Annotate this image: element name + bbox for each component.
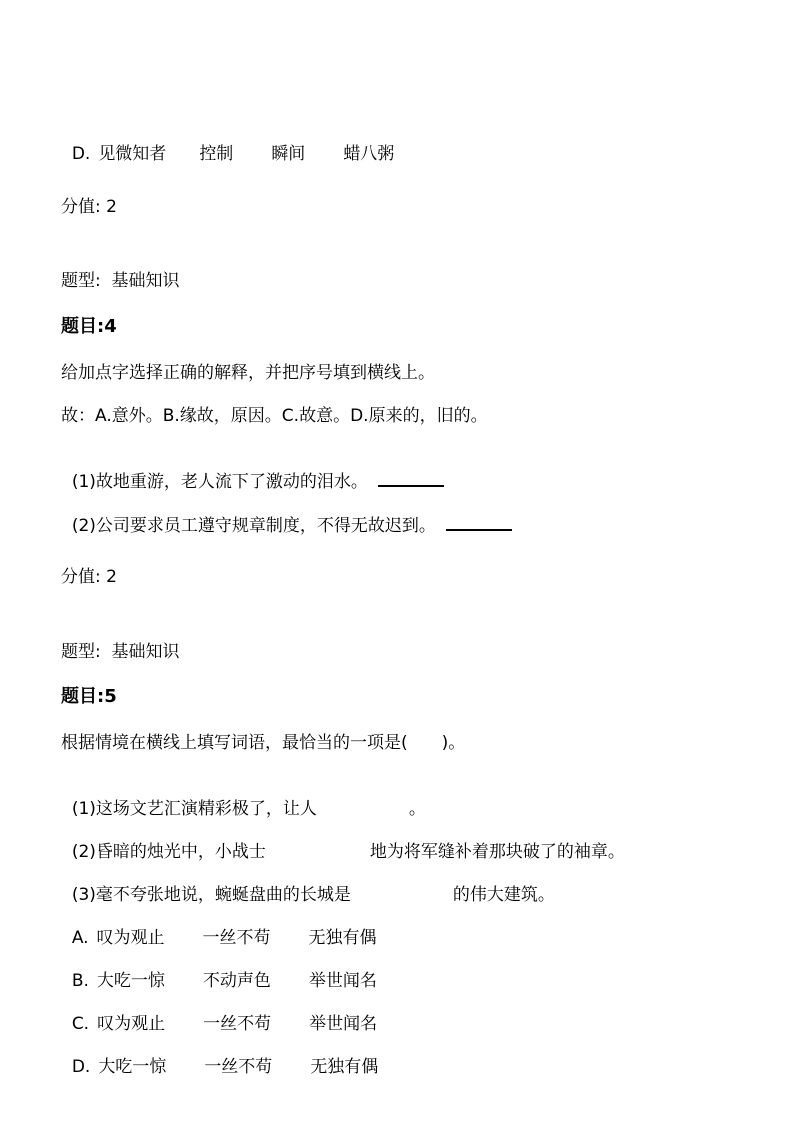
q5-option-a <box>61 905 377 949</box>
sentence-text: 地为将军缝补着那块破了的袖章。 <box>369 842 625 862</box>
q3-type: 题型: 基础知识 <box>61 271 180 291</box>
option-word: 一丝不苟 <box>203 1014 272 1034</box>
q5-heading: 题目:5 <box>61 686 117 707</box>
q4-heading: 题目:4 <box>61 316 117 337</box>
option-word: 一丝不苟 <box>204 1057 273 1077</box>
option-label: B. <box>71 971 89 991</box>
option-word: 大吃一惊 <box>98 1057 167 1077</box>
q4-item-text: (1)故地重游，老人流下了激动的泪水。 <box>71 472 368 492</box>
option-word: 一丝不苟 <box>202 928 271 948</box>
option-word: 控制 <box>199 144 234 164</box>
option-word: 叹为观止 <box>97 1014 166 1034</box>
option-word: 不动声色 <box>202 971 271 991</box>
q4-instruction: 给加点字选择正确的解释，并把序号填到横线上。 <box>61 363 435 383</box>
option-label: C. <box>71 1014 90 1034</box>
q5-sentence-1 <box>61 776 426 820</box>
sentence-text: 。 <box>408 799 426 819</box>
q4-item-text: (2)公司要求员工遵守规章制度，不得无故迟到。 <box>71 516 436 536</box>
option-label: D. <box>71 1057 91 1077</box>
sentence-text: 的伟大建筑。 <box>452 885 555 905</box>
answer-blank <box>378 471 444 487</box>
option-word: 无独有偶 <box>308 928 377 948</box>
sentence-text: (1)这场文艺汇演精彩极了，让人 <box>71 799 317 819</box>
option-label: A. <box>71 928 89 948</box>
q5-option-d <box>61 1034 378 1078</box>
q5-option-c <box>61 991 377 1035</box>
option-word: 无独有偶 <box>310 1057 379 1077</box>
option-word: 蜡八粥 <box>343 144 395 164</box>
option-word: 见微知者 <box>98 144 167 164</box>
answer-blank <box>446 515 512 531</box>
q5-option-b <box>61 948 377 992</box>
q5-sentence-3 <box>61 862 555 906</box>
q3-score: 分值: 2 <box>61 197 117 217</box>
option-word: 大吃一惊 <box>96 971 165 991</box>
q4-item-1 <box>61 449 444 493</box>
option-word: 瞬间 <box>271 144 306 164</box>
option-label: D. <box>71 144 91 164</box>
option-word: 举世闻名 <box>308 971 377 991</box>
q4-item-2 <box>61 493 512 537</box>
q5-instruction: 根据情境在横线上填写词语，最恰当的一项是( )。 <box>61 733 466 753</box>
sentence-text: (2)昏暗的烛光中，小战士 <box>71 842 266 862</box>
option-word: 叹为观止 <box>96 928 165 948</box>
sentence-text: (3)毫不夸张地说，蜿蜒盘曲的长城是 <box>71 885 351 905</box>
q4-type: 题型: 基础知识 <box>61 642 180 662</box>
q5-sentence-2 <box>61 819 625 863</box>
q4-meanings: 故：A.意外。B.缘故，原因。C.故意。D.原来的，旧的。 <box>61 406 488 426</box>
option-word: 举世闻名 <box>309 1014 378 1034</box>
q4-score: 分值: 2 <box>61 567 117 587</box>
q3-option-d <box>61 121 394 165</box>
